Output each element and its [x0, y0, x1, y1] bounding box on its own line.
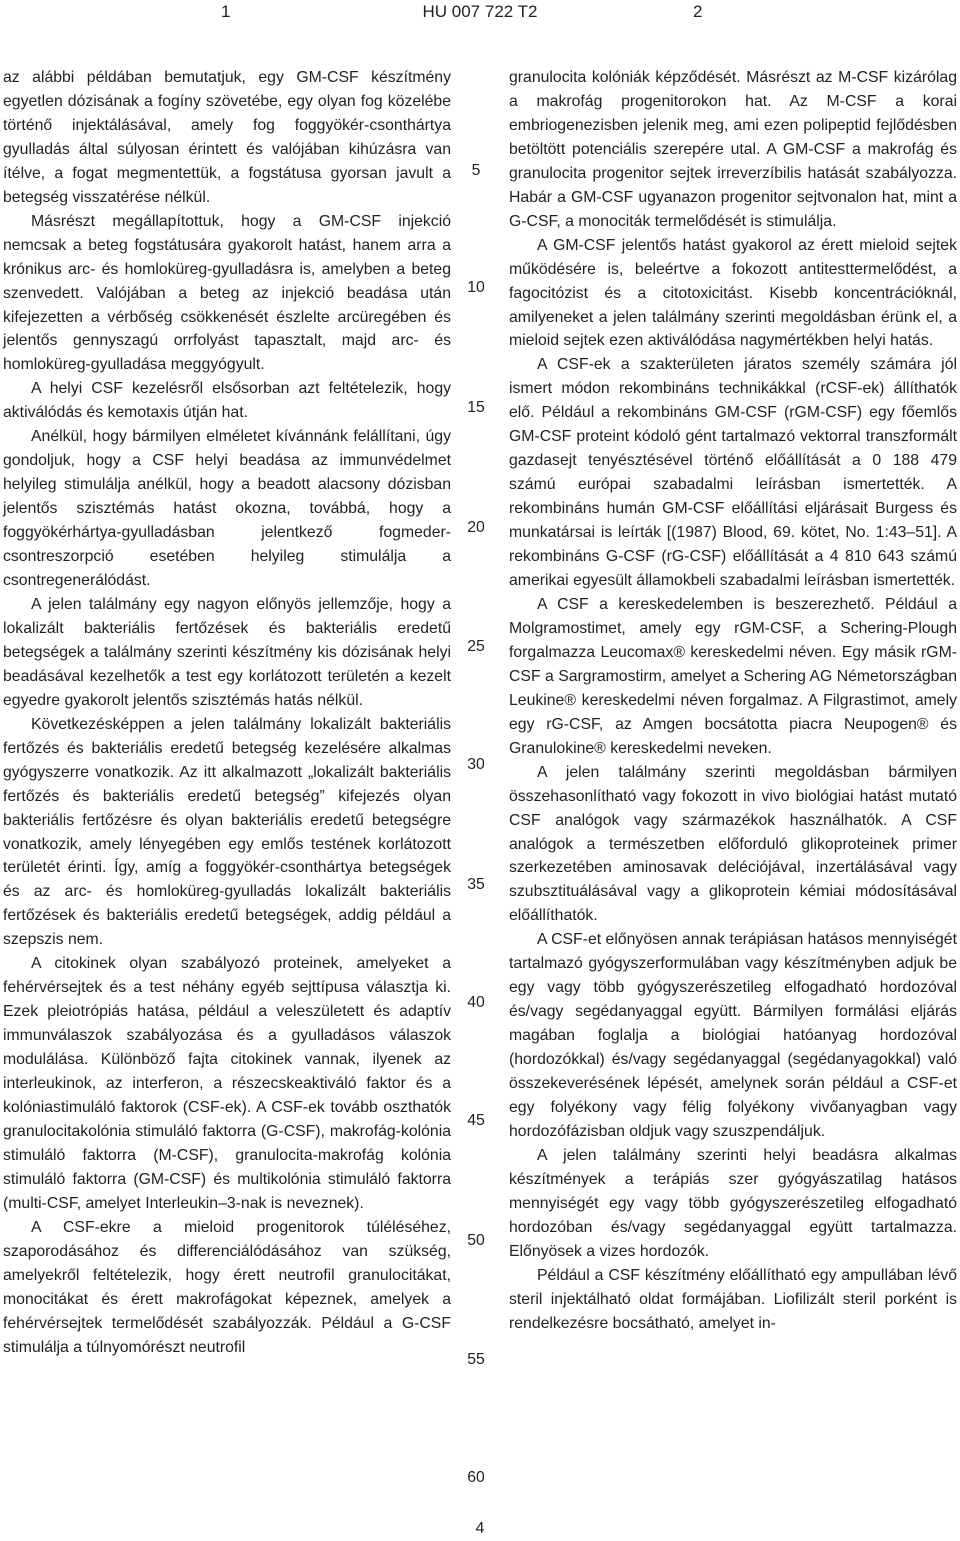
line-number: 55: [467, 1351, 485, 1368]
line-number: 10: [467, 279, 485, 296]
line-number: 40: [467, 994, 485, 1011]
paragraph: A jelen találmány szerinti helyi beadásra alkalmas készítmények a terápiás szer gyógyászatilag hatásos mennyiségét egy vagy több gyógyszerészetileg elfogadható hordozóban és/vagy segédanyaggal együtt tartalmazza. Előnyösek a vizes hordozók.: [509, 1146, 957, 1260]
right-page-number: 2: [693, 2, 703, 21]
paragraph: A citokinek olyan szabályozó proteinek, amelyeket a fehérvérsejtek és a test néhány egyéb sejttípusa választja ki. Ezek pleiotrópiás hatása, például a veleszületett és adaptív immunválaszok szabályozása és a gyulladásos válaszok modulálása. Különböző fajta citokinek vannak, ilyenek az interleukinok, az interferon, a részecskeaktiváló faktor és a kolóniastimuláló faktorok (CSF-ek). A CSF-ek tovább oszthatók granulocitakolónia stimuláló faktorra (G-CSF), makrofág-kolónia stimuláló faktorra (M-CSF), granulocita-makrofág kolónia stimuláló faktorra (GM-CSF) és multikolónia stimuláló faktorra (multi-CSF, amelyet Interleukin–3-nak is neveznek).: [3, 955, 451, 1212]
line-number: 5: [471, 162, 481, 179]
line-number: 50: [467, 1232, 485, 1249]
paragraph: A CSF-et előnyösen annak terápiásan hatásos mennyiségét tartalmazó gyógyszerformulában vagy készítményben adjuk be egy vagy több gyógyszerészetileg elfogadható hordozóval és/vagy segédanyaggal együtt. Bármilyen formálási eljárás magában foglalja a biológiai hatóanyag hordozóval (hordozókkal) és/vagy segédanyaggal (segédanyagokkal) való összekeverésének lépését, amelynek során például a CSF-et egy folyékony vagy félig folyékony vivőanyagban vagy hordozófázisban oldjuk vagy szuszpendáljuk.: [509, 931, 957, 1140]
line-number: 25: [467, 638, 485, 655]
paragraph: A CSF-ek a szakterületen járatos személy számára jól ismert módon rekombináns technikákkal (rCSF-ek) állíthatók elő. Például a rekombináns GM-CSF (rGM-CSF) egy főemlős GM-CSF proteint kódoló gént tartalmazó vektorral transzformált gazdasejt tenyésztésével történő előállítását a 0 188 479 számú európai szabadalmi leírásban ismertették. A rekombináns humán GM-CSF előállítási eljárásait Burgess és munkatársai is leírták [(1987) Blood, 69. kötet, No. 1:43–51]. A rekombináns G-CSF (rG-CSF) előállítását a 4 810 643 számú amerikai egyesült államokbeli szabadalmi leírásban ismertették.: [509, 356, 957, 590]
line-number: 45: [467, 1112, 485, 1129]
document-number: HU 007 722 T2: [422, 2, 538, 21]
paragraph: az alábbi példában bemutatjuk, egy GM-CSF készítmény egyetlen dózisának a fogíny szövetébe, egy olyan fog közelébe történő injektálásával, amely fog foggyökér-csonthártya gyulladás által súlyosan érintett és valójában kihúzásra van ítélve, a fogat megmentettük, a fogstátusa gyorsan javult a betegség visszatérése nélkül.: [3, 69, 451, 206]
paragraph: A jelen találmány szerinti megoldásban bármilyen összehasonlítható vagy fokozott in vivo biológiai hatást mutató CSF analógok vagy származékok használhatók. A CSF analógok a természetben előforduló glikoproteinek primer szerkezetében aminosavak deléciójával, inzertálásával vagy szubsztituálásával vagy a glikoprotein kémiai módosításával előállíthatók.: [509, 763, 957, 925]
paragraph: A GM-CSF jelentős hatást gyakorol az érett mieloid sejtek működésére is, beleértve a fokozott antitesttermelődést, a fagocitózist és a citotoxicitást. Kisebb koncentrációknál, amilyeneket a jelen találmány szerinti megoldásban érünk el, a mieloid sejtek ezen aktiválódása nagymértékben helyi hatás.: [509, 236, 957, 350]
paragraph: A CSF-ekre a mieloid progenitorok túléléséhez, szaporodásához és differenciálódásához van szükség, amelyekről feltételezik, hogy érett neutrofil granulocitákat, monocitákat és érett makrofágokat képeznek, amelyek a fehérvérsejtek termelődését szabályozzák. Például a G-CSF stimulálja a túlnyomórészt neutrofil: [3, 1218, 451, 1356]
left-text-column: [3, 66, 451, 1359]
paragraph: granulocita kolóniák képződését. Másrészt az M-CSF kizárólag a makrofág progenitorokon hat. Az M-CSF a korai embriogenezisben jelenik meg, ami ezen polipeptid fejlődésben betöltött potenciális szerepére utal. A GM-CSF a makrofág és granulocita progenitor sejtek irreverzíbilis hatását szabályozza. Habár a GM-CSF ugyanazon progenitor sejtvonalon hat, mint a G-CSF, a monociták termelődését is stimulálja.: [509, 69, 957, 230]
right-text-column: [509, 66, 957, 1336]
paragraph: Például a CSF készítmény előállítható egy ampullában lévő steril injektálható oldat formájában. Liofilizált steril porként is rendelkezésre bocsátható, amelyet in-: [509, 1266, 957, 1332]
paragraph: Anélkül, hogy bármilyen elméletet kívánnánk felállítani, úgy gondoljuk, hogy a CSF helyi beadása az immunvédelmet helyileg stimulálja anélkül, hogy a beadott alacsony dózisban jelentős szisztémás hatást okozna, továbbá, hogy a foggyökérhártya-gyulladásban jelentkező fogmeder-csontreszorpció esetében helyileg stimulálja a csontregenerálódást.: [3, 428, 451, 590]
paragraph: Következésképpen a jelen találmány lokalizált bakteriális fertőzés és bakteriális eredetű betegség kezelésére alkalmas gyógyszerre vonatkozik. Az itt alkalmazott „lokalizált bakteriális fertőzés és bakteriális eredetű betegség” kifejezés olyan bakteriális fertőzésre és olyan bakteriális eredetű betegségre vonatkozik, amely lényegében egy emlős testének korlátozott területét érinti. Így, amíg a foggyökér-csonthártya betegségek és az arc- és homloküreg-gyulladás lokalizált bakteriális fertőzések és bakteriális eredetű betegségek, addig például a szepszis nem.: [3, 715, 451, 949]
paragraph: A jelen találmány egy nagyon előnyös jellemzője, hogy a lokalizált bakteriális fertőzések és bakteriális eredetű betegségek a találmány szerinti készítmény kis dózisának helyi beadásával kezelhetők a test egy korlátozott területén a kezelt egyedre gyakorolt jelentős szisztémás hatás nélkül.: [3, 595, 451, 709]
paragraph: A helyi CSF kezelésről elsősorban azt feltételezik, hogy aktiválódás és kemotaxis útján hat.: [3, 380, 451, 422]
paragraph: A CSF a kereskedelemben is beszerezhető. Például a Molgramostimet, amely egy rGM-CSF, a Schering-Plough forgalmazza Leucomax® kereskedelmi néven. Egy másik rGM-CSF a Sargramostirm, amelyet a Schering AG Németországban Leukine® kereskedelmi néven forgalmaz. A Filgrastimot, amely egy rG-CSF, az Amgen bocsátotta piacra Neupogen® és Granulokine® kereskedelmi neveken.: [509, 595, 957, 757]
line-number: 20: [467, 519, 485, 536]
paragraph: Másrészt megállapítottuk, hogy a GM-CSF injekció nemcsak a beteg fogstátusára gyakorolt hatást, hanem arra a krónikus arc- és homloküreg-gyulladásra is, amelyben a beteg szenvedett. Valójában a beteg az injekció beadása után kifejezetten a vérbőség csökkenését észlelte arcüregében és jelentős gennyszagú orrfolyást tapasztalt, majd arc- és homloküreg-gyulladása meggyógyult.: [3, 212, 451, 374]
line-number: 60: [467, 1469, 485, 1486]
line-number: 15: [467, 399, 485, 416]
line-number: 30: [467, 756, 485, 773]
footer-page-number: 4: [475, 1520, 485, 1537]
line-number: 35: [467, 876, 485, 893]
left-page-number: 1: [221, 2, 231, 21]
